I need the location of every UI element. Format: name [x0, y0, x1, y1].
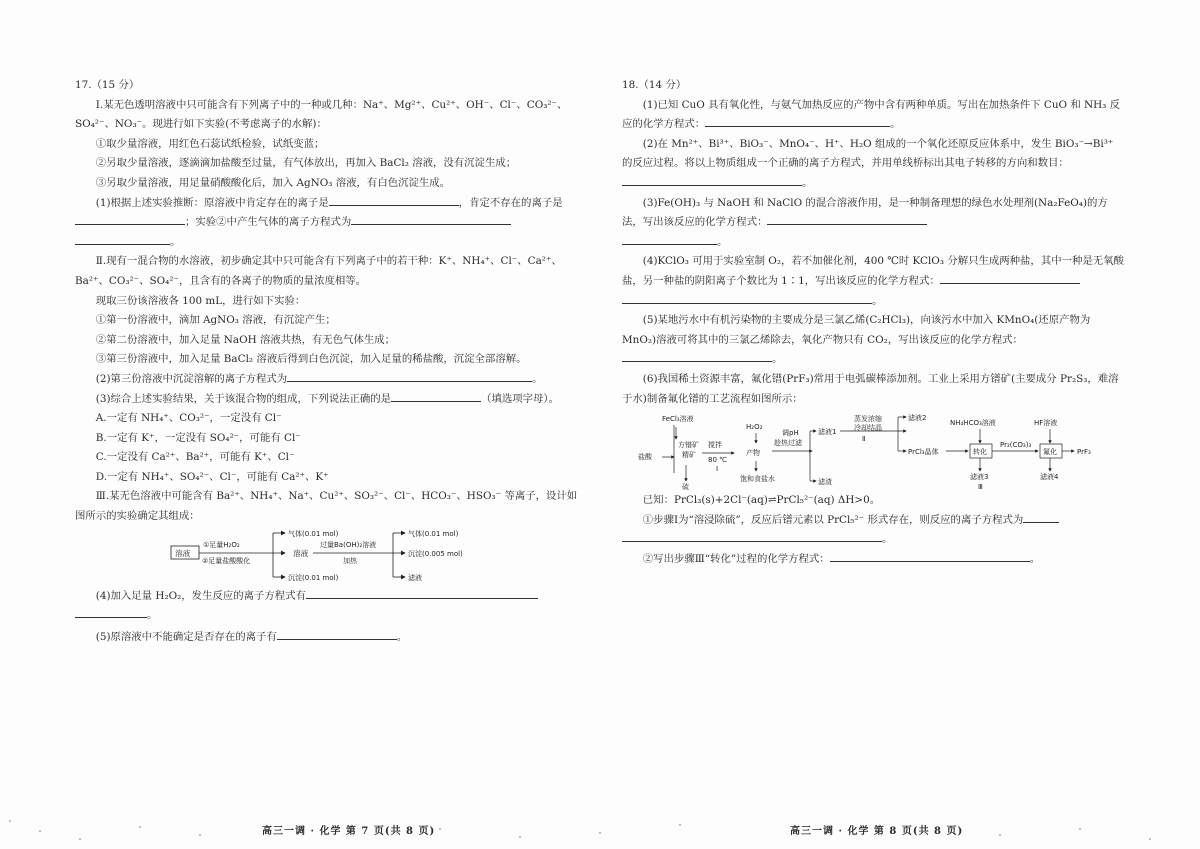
q17-question2 [75, 370, 580, 390]
flow-filtrate1: 滤液1 [818, 428, 837, 437]
q17-q3-end: （填选项字母）。 [481, 392, 559, 405]
flow-adjust2: 趁热过滤 [774, 439, 802, 448]
q17-q1-text-c: ；实验②中产生气体的离子方程式为 [185, 216, 352, 229]
flow-h2o2: H₂O₂ [746, 423, 763, 432]
flow-residue: 滤渣 [818, 478, 832, 487]
bottom-dotted-border [0, 809, 1200, 849]
q18-sub2 [622, 550, 1127, 570]
q17-exp1: ①取少量溶液，用红色石蕊试纸检验，试纸变蓝； [95, 137, 325, 150]
answer-blank[interactable] [940, 272, 1080, 284]
gas-top-label: 气体(0.01 mol) [288, 529, 339, 538]
q17-q1-text-b: ，肯定不存在的离子是 [458, 196, 563, 209]
q17-part2-intro: Ⅱ.现有一混合物的水溶液，初步确定其中只可能含有下列离子中的若干种：K⁺、NH₄⁺、Cl⁻、Ca²⁺、Ba²⁺、CO₃²⁻、SO₄²⁻，且含有的各离子的物质的量浓度相等。 [75, 255, 562, 287]
precip-right-label: 沉淀(0.005 mol) [408, 549, 463, 558]
q18-q2-end: 。 [802, 176, 813, 189]
q17-q4-end: 。 [147, 609, 158, 622]
flow-temp: 80 ℃ [708, 456, 727, 465]
flow-adjust1: 调pH [782, 429, 799, 438]
flow-brine: 饱和食盐水 [740, 475, 775, 484]
answer-blank[interactable] [391, 390, 481, 402]
q18-q2-text: (2)在 Mn²⁺、Bi³⁺、BiO₃⁻、MnO₄⁻、H⁺、H₂O 组成的一个氧化还原反应体系中，发生 BiO₃⁻→Bi³⁺ 的反应过程。将以上物质组成一个正确的离子方程式，并用单线桥标出其电子转移的方向和数目： [622, 137, 1114, 170]
q17-header: 17.（15 分） [75, 79, 140, 91]
answer-blank[interactable] [75, 606, 147, 618]
q17-question3 [75, 390, 580, 410]
flow-intermediate: Pr₂(CO₃)₃ [1000, 441, 1032, 450]
flow-filtrate4: 滤液4 [1040, 473, 1059, 482]
q17-q5-end: 。 [396, 630, 408, 643]
q17-p2-exp3: ③第三份溶液中，加入足量 BaCl₂ 溶液后得到白色沉淀，加入足量的稀盐酸，沉淀全部溶解。 [95, 353, 527, 366]
q17-question4 [75, 587, 580, 626]
q17-option-c: C.一定没有 Ca²⁺、Ba²⁺，可能有 K⁺、Cl⁻ [95, 451, 295, 464]
flow-fecl3: FeCl₃溶液 [662, 415, 694, 424]
answer-blank[interactable] [306, 587, 538, 599]
q18-q5-end: 。 [772, 353, 783, 366]
heat-label: 加热 [343, 556, 357, 565]
flow-step3: Ⅲ [978, 483, 983, 492]
q18-q5-text: (5)某地污水中有机污染物的主要成分是三氯乙烯(C₂HCl₃)，向该污水中加入 KMnO₄(还原产物为 MnO₂)溶液可将其中的三氯乙烯除去，氧化产物只有 CO₂，写出该反应的化学方程式： [622, 314, 1091, 346]
q18-sub2-end: 。 [1029, 552, 1041, 565]
flow-convert: 转化 [973, 448, 987, 457]
flow-final: PrF₃ [1077, 448, 1091, 457]
q17-question5 [75, 628, 580, 648]
experiment-flow-diagram [75, 527, 580, 585]
flow-hf: HF溶液 [1034, 419, 1058, 428]
answer-blank[interactable] [277, 628, 397, 640]
q18-q3-text: (3)Fe(OH)₃ 与 NaOH 和 NaClO 的混合溶液作用，是一种制备理想的绿色水处理剂(Na₂FeO₄)的方法，写出该反应的化学方程式： [622, 196, 1108, 229]
flow-filtrate2: 滤液2 [908, 414, 927, 423]
q18-q4-text: (4)KClO₃ 可用于实验室制 O₂，若不加催化剂，400 ℃时 KClO₃ 分解只生成两种盐，其中一种是无氧酸盐，另一种盐的阴阳离子个数比为 1∶1，写出该反应的化学方程式： [622, 255, 1124, 287]
answer-blank[interactable] [622, 530, 882, 542]
q18-q1-end: 。 [890, 118, 901, 131]
flow-fluorinate: 氟化 [1043, 448, 1057, 457]
flow-stir: 搅拌 [708, 441, 722, 450]
q18-sub1-end: 。 [882, 533, 893, 546]
flow-sulfur: 硫 [682, 483, 689, 492]
solution-label: 溶液 [175, 548, 191, 558]
step2-label: ②足量盐酸酸化 [202, 556, 251, 565]
q17-option-d: D.一定有 NH₄⁺、SO₄²⁻、Cl⁻，可能有 Ca²⁺、K⁺ [95, 470, 329, 483]
answer-blank[interactable] [351, 213, 511, 225]
filtrate-right-label: 滤液 [408, 573, 422, 582]
q17-exp2: ②另取少量溶液，逐滴滴加盐酸至过量，有气体放出，再加入 BaCl₂ 溶液，没有沉淀生成； [95, 157, 517, 170]
answer-blank[interactable] [1023, 511, 1059, 523]
q18-question2 [622, 135, 1127, 194]
q18-sub1-text: ①步骤Ⅰ为“溶浸除硫”，反应后镨元素以 PrCl₅²⁻ 形式存在，则反应的离子方程式为 [642, 513, 1024, 526]
flow-ore1: 方镨矿 [678, 441, 699, 450]
q18-header: 18.（14 分） [622, 79, 687, 91]
right-page [622, 76, 1127, 569]
q18-question4 [622, 252, 1127, 311]
flow-evap1: 蒸发浓缩 [854, 415, 882, 424]
q17-part1-intro: Ⅰ.某无色透明溶液中只可能含有下列离子中的一种或几种：Na⁺、Mg²⁺、Cu²⁺、OH⁻、Cl⁻、CO₃²⁻、SO₄²⁻、NO₃⁻。现进行如下实验(不考虑离子的水解)： [75, 98, 568, 131]
q17-option-b: B.一定有 K⁺，一定没有 SO₄²⁻，可能有 Cl⁻ [95, 431, 301, 444]
q17-question1 [75, 194, 580, 253]
q18-q4-end: 。 [872, 294, 883, 307]
flow-step2: Ⅱ [862, 435, 866, 444]
flow-ore2: 精矿 [682, 451, 696, 460]
q17-p2-exp1: ①第一份溶液中，滴加 AgNO₃ 溶液，有沉淀产生； [95, 314, 336, 327]
answer-blank[interactable] [329, 194, 459, 206]
q18-question3 [622, 194, 1127, 253]
q17-q4-text: (4)加入足量 H₂O₂，发生反应的离子方程式有 [95, 589, 306, 602]
q17-part2-take: 现取三份该溶液各 100 mL，进行如下实验： [95, 294, 306, 307]
q17-q1-text-a: (1)根据上述实验推断：原溶液中肯定存在的离子是 [95, 196, 329, 209]
q17-part3-intro: Ⅲ.某无色溶液中可能含有 Ba²⁺、NH₄⁺、Na⁺、Cu²⁺、SO₃²⁻、Cl⁻、HCO₃⁻、HSO₃⁻ 等离子，设计如图所示的实验确定其组成： [75, 490, 578, 523]
left-page [75, 76, 580, 647]
q18-question5 [622, 311, 1127, 370]
reagent-label: 过量Ba(OH)₂溶液 [320, 540, 377, 549]
q18-sub1 [622, 511, 1127, 550]
answer-blank[interactable] [75, 233, 170, 245]
q18-question6: (6)我国稀土资源丰富，氟化镨(PrF₃)常用于电弧碳棒添加剂。工业上采用方镨矿(主要成分 Pr₂S₃，难溶于水)制备氟化镨的工艺流程如图所示： [622, 372, 1119, 405]
answer-blank[interactable] [767, 213, 927, 225]
flow-step1: Ⅰ [716, 465, 719, 474]
q18-sub2-text: ②写出步骤Ⅲ“转化”过程的化学方程式： [642, 552, 830, 565]
q17-q3-text: (3)综合上述实验结果，关于该混合物的组成，下列说法正确的是 [95, 392, 392, 405]
answer-blank[interactable] [622, 350, 772, 362]
q17-q1-end: 。 [170, 235, 181, 248]
gas-right-label: 气体(0.01 mol) [408, 529, 459, 538]
q17-q2-end: 。 [532, 372, 543, 385]
q17-q2-text: (2)第三份溶液中沉淀溶解的离子方程式为 [95, 372, 288, 385]
precip-bottom-label: 沉淀(0.01 mol) [288, 573, 339, 582]
left-page-footer: 高三一调 · 化学 第 7 页(共 8 页) [262, 826, 436, 837]
q17-q5-text: (5)原溶液中不能确定是否存在的离子有 [95, 630, 277, 643]
q18-q3-end: 。 [717, 235, 728, 248]
answer-blank[interactable] [287, 370, 532, 382]
flow-nh4hco3: NH₄HCO₃溶液 [950, 419, 996, 428]
q18-q1-text: (1)已知 CuO 具有氧化性，与氨气加热反应的产物中含有两种单质。写出在加热条件下 CuO 和 NH₃ 反应的化学方程式： [622, 98, 1121, 131]
q17-p2-exp2: ②第二份溶液中，加入足量 NaOH 溶液共热，有无色气体生成； [95, 333, 396, 346]
step1-label: ①足量H₂O₂ [203, 540, 240, 549]
answer-blank[interactable] [622, 233, 717, 245]
flow-crystal: PrCl₃晶体 [908, 448, 939, 457]
answer-blank[interactable] [75, 213, 185, 225]
flow-product: 产物 [746, 449, 760, 458]
q17-option-a: A.一定有 NH₄⁺、CO₃²⁻，一定没有 Cl⁻ [95, 412, 282, 425]
q17-exp3: ③另取少量溶液，用足量硝酸酸化后，加入 AgNO₃ 溶液，有白色沉淀生成。 [95, 176, 451, 189]
answer-blank[interactable] [705, 115, 890, 127]
answer-blank[interactable] [622, 292, 872, 304]
flow-acid: 盐酸 [638, 453, 652, 462]
process-flow-diagram [622, 409, 1127, 491]
flow-evap2: 冷却结晶 [854, 424, 882, 433]
q18-known: 已知：PrCl₃(s)+2Cl⁻(aq)⇌PrCl₅²⁻(aq) ΔH>0。 [642, 494, 881, 507]
flow-filtrate3: 滤液3 [970, 473, 989, 482]
right-page-footer: 高三一调 · 化学 第 8 页(共 8 页) [790, 826, 964, 837]
answer-blank[interactable] [622, 174, 802, 186]
middle-solution-label: 溶液 [293, 548, 309, 558]
q18-question1 [622, 96, 1127, 135]
answer-blank[interactable] [830, 550, 1030, 562]
